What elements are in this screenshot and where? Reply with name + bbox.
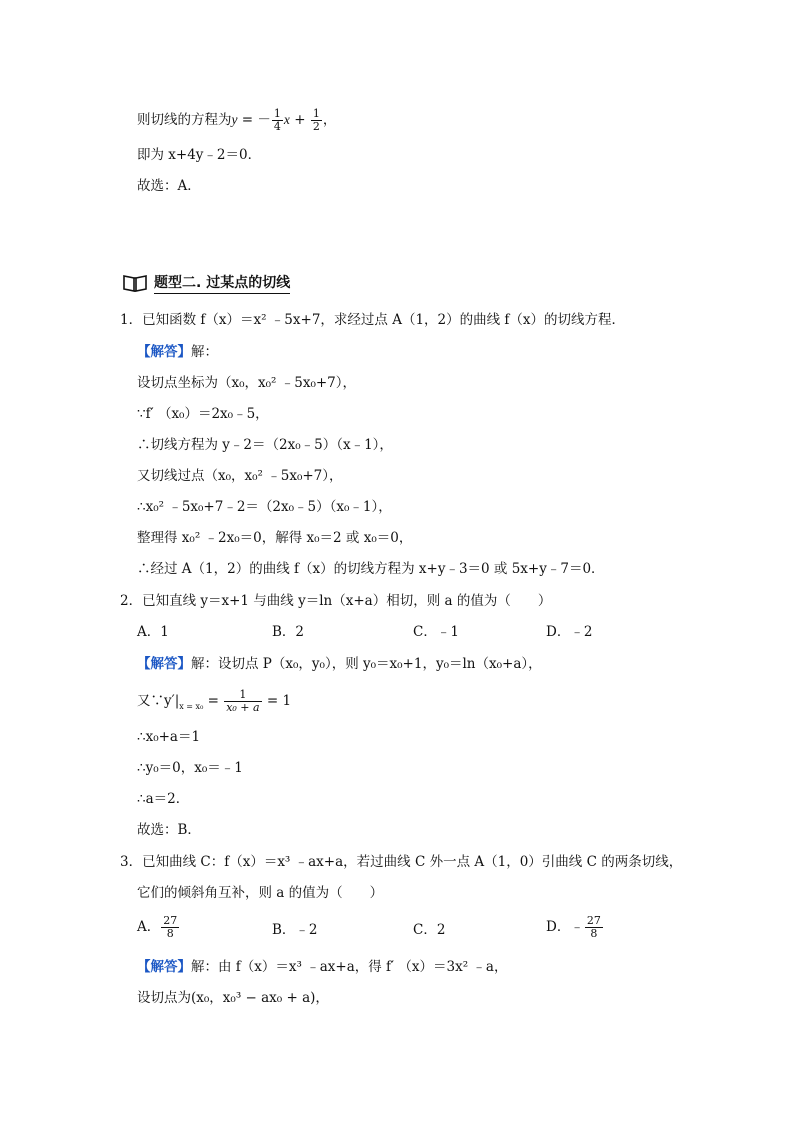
q2-solution-3: ∴x₀+a＝1 [137,729,201,745]
fraction-derivative: $\frac{1}{\text{x₀ + a}}$ [226,688,260,714]
q2-solution-1: 【解答】解：设切点 P（x₀，y₀），则 y₀＝x₀+1，y₀＝ln（x₀+a）， [137,656,542,672]
q2-option-a: A．1 [137,624,169,640]
q3-option-b: B．﹣2 [272,922,318,938]
q1-step-4: 又切线过点（x₀，x₀² ﹣5x₀+7）， [137,468,343,484]
q3-option-c: C．2 [413,922,446,938]
q1-step-7: ∴经过 A（1，2）的曲线 f（x）的切线方程为 x+y﹣3＝0 或 5x+y﹣7＝0． [137,561,605,577]
q2-solution-2: 又$\because y'|_{x = x_0}$ = $\frac{1}{\text{x₀ + a}}$ = 1 [137,688,292,714]
answer-line-tangent: 则切线的方程为y = － $\frac{1}{4}$ x + $\frac{1}{2}$ ， [137,107,337,133]
q2-option-c: C．﹣1 [413,624,459,640]
fraction-one-half: $\frac{1}{2}$ [312,107,320,133]
q2-solution-4: ∴y₀＝0，x₀＝﹣1 [137,760,243,776]
question-1-answer-label: 【解答】解： [137,344,218,360]
q1-step-1: 设切点坐标为（x₀，x₀² ﹣5x₀+7）， [137,375,357,391]
question-3-stem-line-1: 3．已知曲线 C：f（x）＝x³ ﹣ax+a，若过曲线 C 外一点 A（1，0）引曲线 C 的两条切线， [120,854,683,870]
q1-step-5: ∴x₀² ﹣5x₀+7﹣2＝（2x₀﹣5）（x₀﹣1）， [137,499,392,515]
question-2-stem: 2．已知直线 y＝x+1 与曲线 y＝ln（x+a）相切，则 a 的值为（ ） [120,593,552,609]
question-1-stem: 1．已知函数 f（x）＝x² ﹣5x+7，求经过点 A（1，2）的曲线 f（x）的切线方程． [120,312,626,328]
answer-line-equation: 即为 x+4y﹣2＝0． [137,147,262,163]
question-3-stem-line-2: 它们的倾斜角互补，则 a 的值为（ ） [137,885,384,901]
q1-step-6: 整理得 x₀² ﹣2x₀＝0，解得 x₀＝2 或 x₀＝0， [137,530,413,546]
q3-solution-2: 设切点为(x₀，x₀³ − ax₀ + a)， [137,990,329,1006]
section-heading [122,272,290,294]
q2-solution-6: 故选：B． [137,822,201,838]
book-icon [122,273,148,293]
q2-option-b: B．2 [272,624,305,640]
q3-solution-1: 【解答】解：由 f（x）＝x³ ﹣ax+a，得 f′ （x）＝3x² ﹣a， [137,959,508,975]
q3-option-d: D．﹣ $\frac{27}{8}$ [546,914,601,940]
fraction-one-quarter: $\frac{1}{4}$ [273,107,281,133]
answer-line-choice: 故选：A． [137,178,201,194]
q3-option-a: A． $\frac{27}{8}$ [137,914,178,940]
q1-step-3: ∴切线方程为 y﹣2＝（2x₀﹣5）（x﹣1）， [137,437,393,453]
q1-step-2: ∵f′ （x₀）＝2x₀﹣5， [137,406,269,422]
q2-option-d: D．﹣2 [546,624,593,640]
section-title: 题型二. 过某点的切线 [154,272,290,294]
q2-solution-5: ∴a＝2． [137,791,190,807]
